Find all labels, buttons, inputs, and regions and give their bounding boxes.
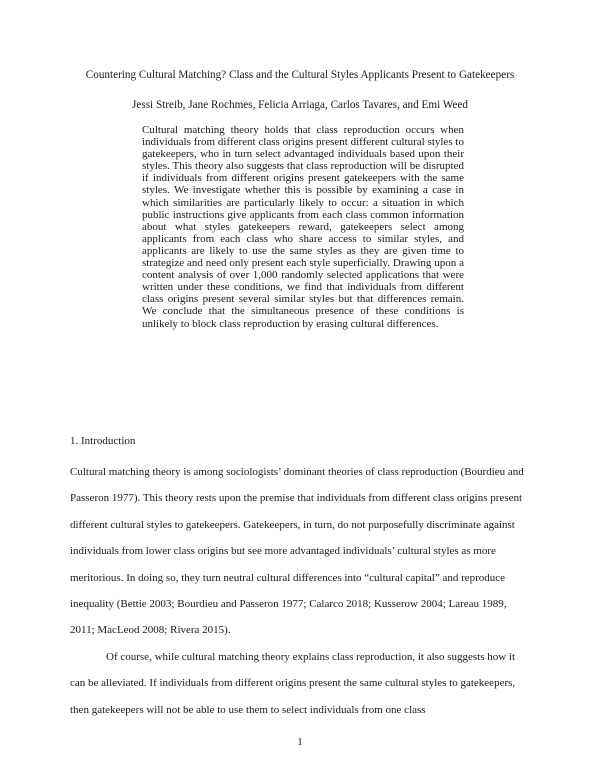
introduction-body [70, 459, 532, 723]
page-number: 1 [297, 736, 303, 748]
paragraph-2: Of course, while cultural matching theory explains class reproduction, it also suggests how it can be alleviated. If individuals from different origins present the same cultural styles to gatekeepers, then gatekeepers will not be able to use them to select individuals from one class [70, 650, 516, 716]
abstract: Cultural matching theory holds that class reproduction occurs when individuals from different class origins present different cultural styles to gatekeepers, who in turn select advantaged individuals based upon their styles. This theory also suggests that class reproduction will be disrupted if individuals from different origins present gatekeepers with the same styles. We investigate whether this is possible by examining a case in which similarities are particularly likely to occur: a situation in which public instructions give applicants from each class common information about what styles gatekeepers reward, gatekeepers select among applicants from each class who share access to similar styles, and applicants are likely to use the same styles as they are given time to strategize and need only present each style superficially. Drawing upon a content analysis of over 1,000 randomly selected applications that were written under these conditions, we find that individuals from different class origins present several similar styles but that differences remain. We conclude that the simultaneous presence of these conditions is unlikely to block class reproduction by erasing cultural differences. [142, 124, 464, 330]
paper-title: Countering Cultural Matching? Class and the Cultural Styles Applicants Present to Gatekeepers [85, 69, 515, 81]
author-list: Jessi Streib, Jane Rochmes, Felicia Arriaga, Carlos Tavares, and Emi Weed [132, 99, 468, 111]
section-heading-introduction: 1. Introduction [70, 435, 136, 447]
paragraph-1: Cultural matching theory is among sociologists’ dominant theories of class reproduction (Bourdieu and Passeron 1977). This theory rests upon the premise that individuals from different class origins present different cultural styles to gatekeepers. Gatekeepers, in turn, do not purposefully discriminate against individuals from lower class origins but see more advantaged individuals’ cultural styles as more meritorious. In doing so, they turn neutral cultural differences into “cultural capital” and reproduce inequality (Bettie 2003; Bourdieu and Passeron 1977; Calarco 2018; Kusserow 2004; Lareau 1989, 2011; MacLeod 2008; Rivera 2015). [70, 466, 524, 637]
